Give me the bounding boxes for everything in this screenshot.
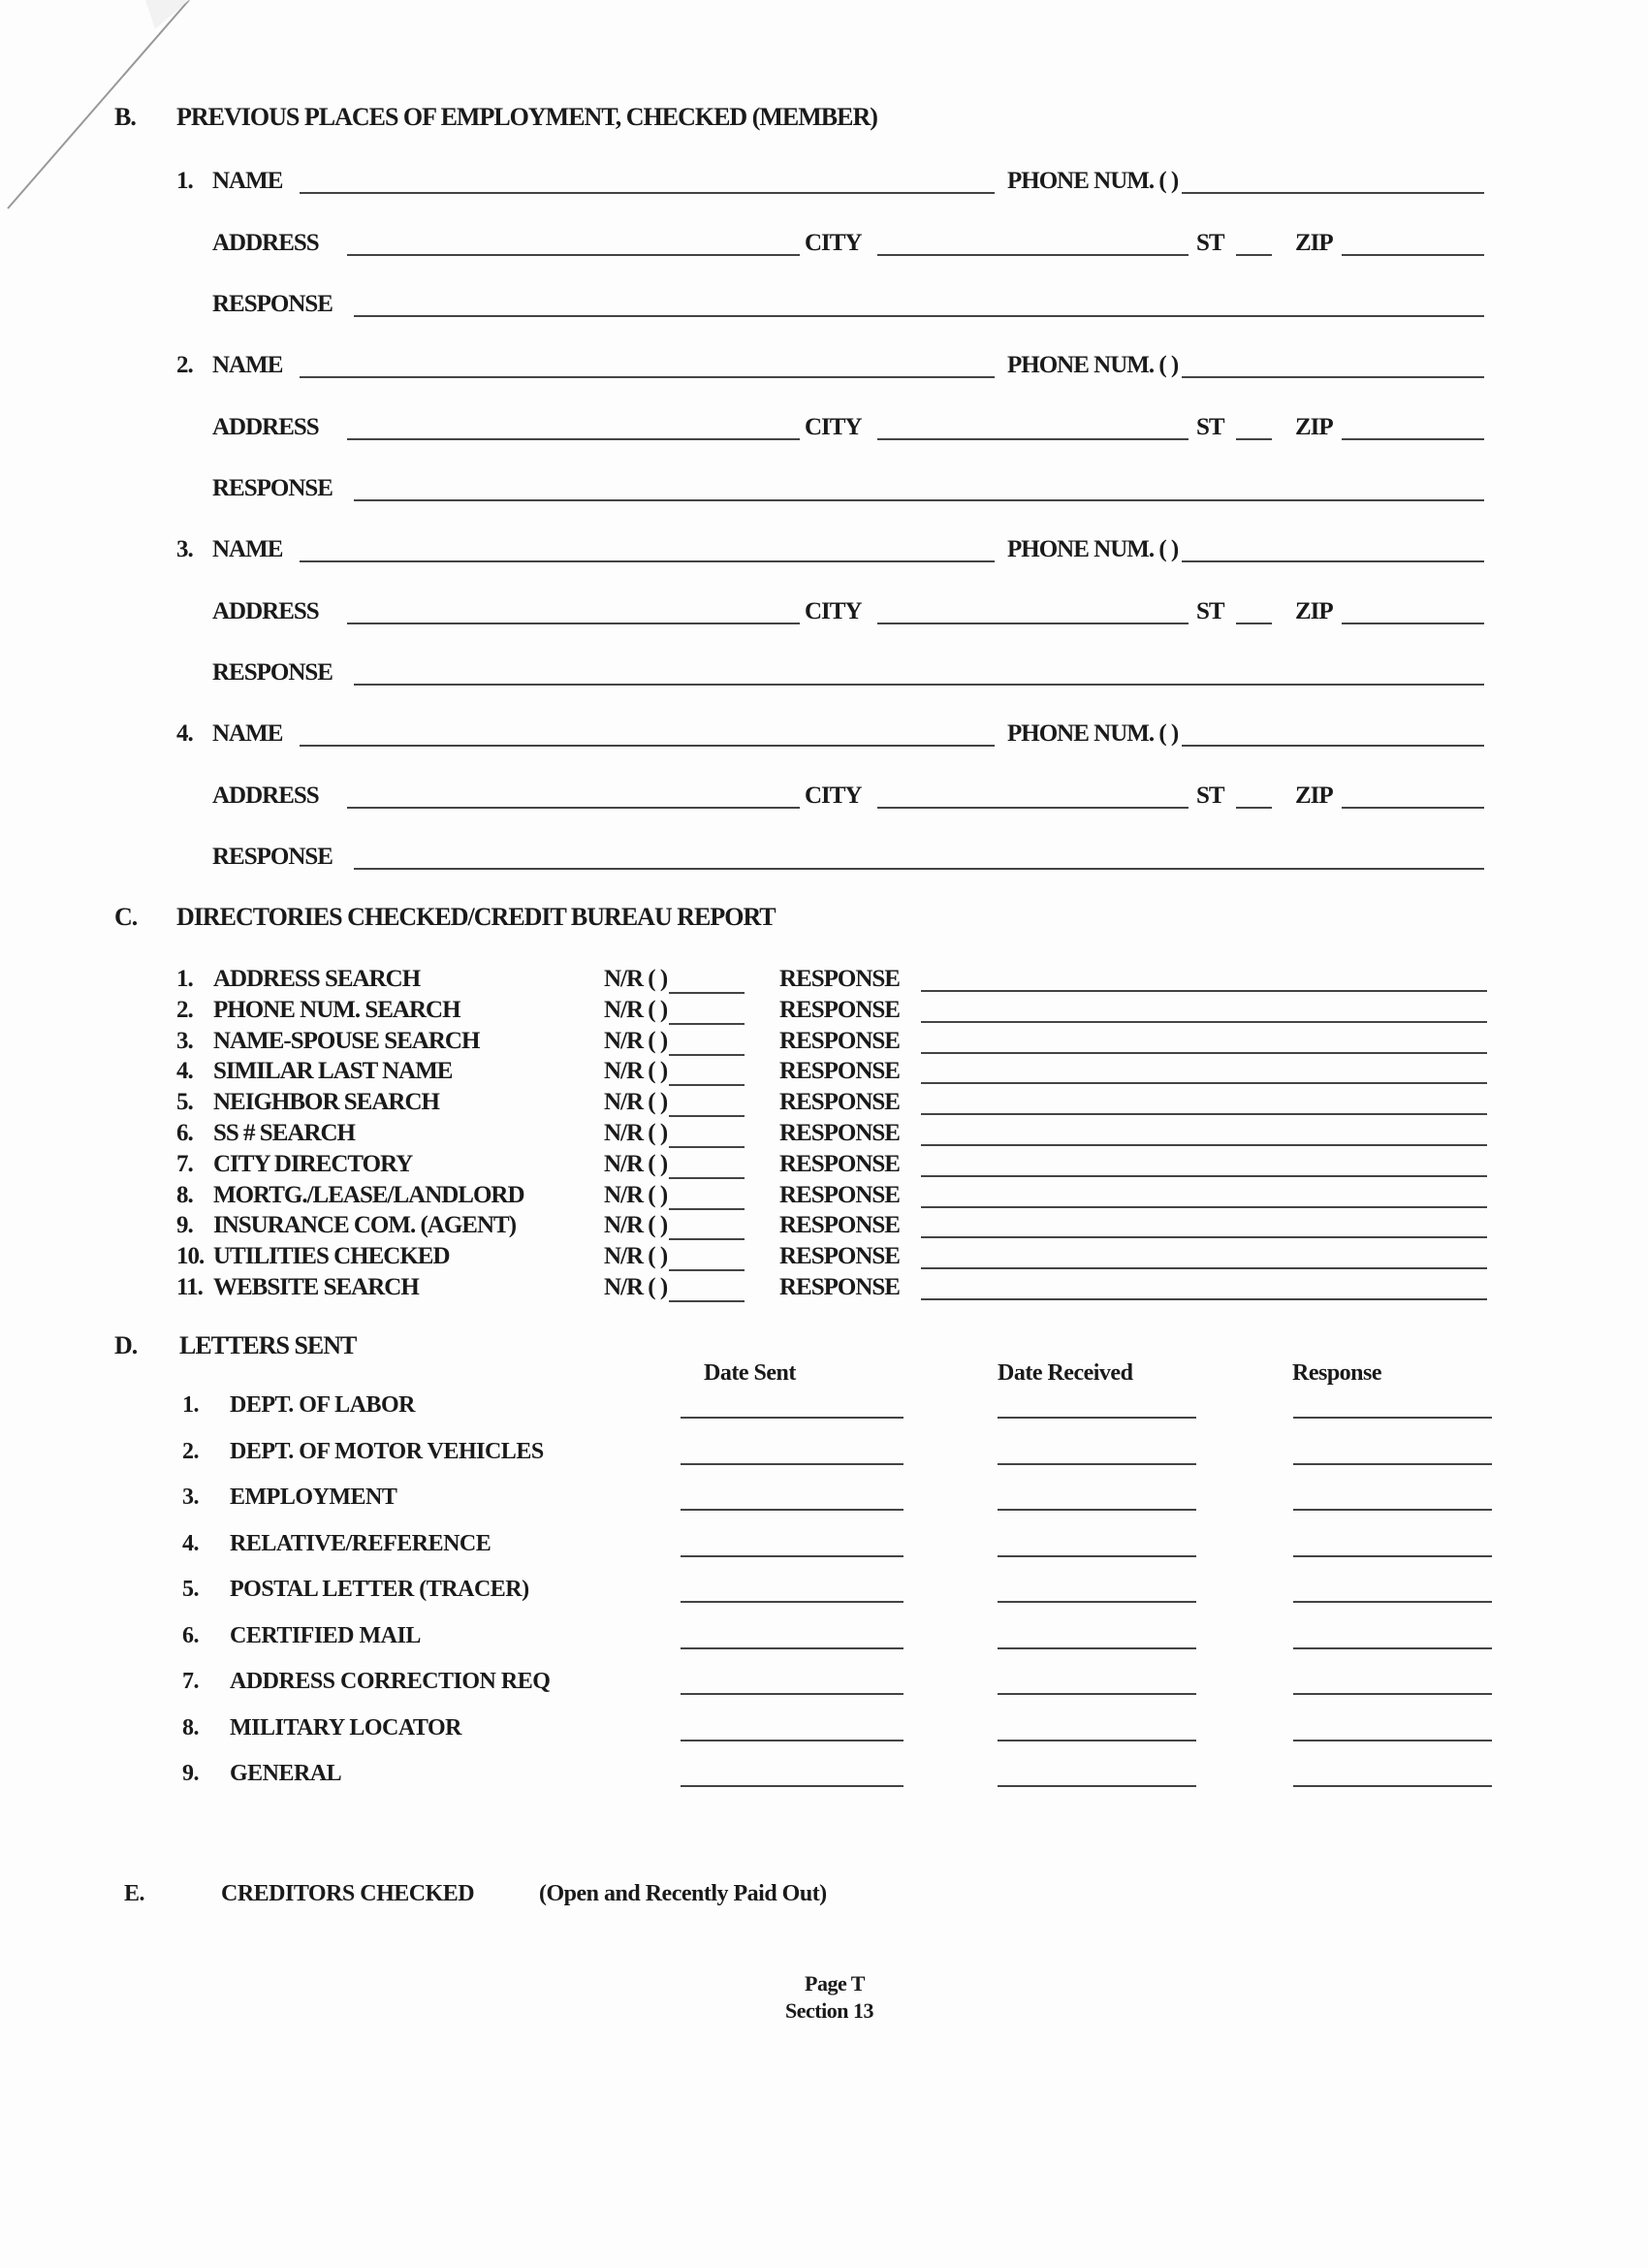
letter-type-label: GENERAL [230, 1761, 342, 1786]
response-label: RESPONSE [212, 844, 333, 870]
nr-checkbox-label: N/R ( ) [604, 996, 668, 1023]
response-field[interactable] [354, 499, 1484, 501]
page-fold-mark [0, 0, 194, 213]
city-label: CITY [805, 783, 862, 809]
response-field[interactable] [1293, 1647, 1492, 1649]
item-number: 2. [182, 1438, 199, 1464]
item-number: 9. [182, 1761, 199, 1786]
date-sent-field[interactable] [681, 1417, 903, 1419]
nr-checkbox-label: N/R ( ) [604, 1243, 668, 1270]
letter-type-label: CERTIFIED MAIL [230, 1622, 421, 1648]
date-sent-field[interactable] [681, 1601, 903, 1603]
letter-type-label: DEPT. OF LABOR [230, 1392, 416, 1418]
date-received-field[interactable] [998, 1463, 1196, 1465]
date-sent-field[interactable] [681, 1693, 903, 1695]
directory-item-label: ADDRESS SEARCH [213, 966, 421, 992]
date-received-field[interactable] [998, 1785, 1196, 1787]
nr-field[interactable] [669, 1208, 745, 1210]
date-sent-field[interactable] [681, 1785, 903, 1787]
response-label: RESPONSE [779, 1150, 900, 1177]
name-field[interactable] [300, 745, 995, 747]
state-field[interactable] [1236, 438, 1272, 440]
name-field[interactable] [300, 376, 995, 378]
section-e-letter: E. [124, 1881, 145, 1906]
item-number: 7. [176, 1150, 193, 1177]
zip-field[interactable] [1342, 623, 1484, 624]
phone-label: PHONE NUM. ( ) [1007, 720, 1179, 747]
zip-label: ZIP [1295, 230, 1333, 256]
column-header: Date Sent [704, 1360, 796, 1386]
response-field[interactable] [921, 1236, 1487, 1238]
response-field[interactable] [921, 1267, 1487, 1269]
response-field[interactable] [921, 990, 1487, 992]
response-label: RESPONSE [779, 1058, 900, 1085]
directory-item-label: UTILITIES CHECKED [213, 1243, 450, 1270]
date-received-field[interactable] [998, 1417, 1196, 1419]
state-field[interactable] [1236, 807, 1272, 809]
phone-field[interactable] [1182, 745, 1484, 747]
section-number: Section 13 [785, 1998, 873, 2023]
nr-checkbox-label: N/R ( ) [604, 1027, 668, 1054]
response-field[interactable] [921, 1113, 1487, 1115]
address-label: ADDRESS [212, 783, 319, 809]
name-label: NAME [212, 168, 283, 194]
city-label: CITY [805, 230, 862, 256]
response-field[interactable] [1293, 1740, 1492, 1741]
letter-type-label: ADDRESS CORRECTION REQ [230, 1669, 551, 1694]
date-sent-field[interactable] [681, 1555, 903, 1557]
item-number: 3. [176, 1027, 193, 1054]
nr-checkbox-label: N/R ( ) [604, 1181, 668, 1208]
phone-label: PHONE NUM. ( ) [1007, 352, 1179, 378]
date-received-field[interactable] [998, 1647, 1196, 1649]
item-number: 2. [176, 996, 193, 1023]
response-label: RESPONSE [779, 1027, 900, 1054]
directory-item-label: WEBSITE SEARCH [213, 1274, 419, 1300]
zip-label: ZIP [1295, 783, 1333, 809]
section-e-title: CREDITORS CHECKED [221, 1881, 475, 1906]
state-field[interactable] [1236, 623, 1272, 624]
phone-field[interactable] [1182, 376, 1484, 378]
letter-type-label: EMPLOYMENT [230, 1485, 397, 1510]
response-label: RESPONSE [212, 659, 333, 686]
address-label: ADDRESS [212, 598, 319, 624]
nr-field[interactable] [669, 1084, 745, 1086]
directory-item-label: NAME-SPOUSE SEARCH [213, 1027, 480, 1054]
date-sent-field[interactable] [681, 1509, 903, 1511]
zip-field[interactable] [1342, 807, 1484, 809]
letter-type-label: DEPT. OF MOTOR VEHICLES [230, 1438, 544, 1464]
response-field[interactable] [1293, 1417, 1492, 1419]
date-received-field[interactable] [998, 1693, 1196, 1695]
directory-item-label: CITY DIRECTORY [213, 1150, 413, 1177]
phone-label: PHONE NUM. ( ) [1007, 168, 1179, 194]
directory-item-label: PHONE NUM. SEARCH [213, 996, 460, 1023]
response-field[interactable] [921, 1206, 1487, 1208]
state-label: ST [1196, 783, 1224, 809]
response-field[interactable] [921, 1021, 1487, 1023]
item-number: 5. [176, 1089, 193, 1116]
directory-item-label: NEIGHBOR SEARCH [213, 1089, 439, 1116]
response-field[interactable] [1293, 1509, 1492, 1511]
entry-number: 2. [176, 352, 193, 378]
phone-label: PHONE NUM. ( ) [1007, 536, 1179, 562]
zip-field[interactable] [1342, 254, 1484, 256]
item-number: 8. [182, 1714, 199, 1741]
item-number: 9. [176, 1212, 193, 1239]
response-label: RESPONSE [779, 1089, 900, 1116]
item-number: 6. [176, 1120, 193, 1146]
item-number: 11. [176, 1274, 203, 1300]
item-number: 8. [176, 1181, 193, 1208]
column-header: Response [1292, 1360, 1382, 1386]
section-b-title: PREVIOUS PLACES OF EMPLOYMENT, CHECKED (MEMBER) [176, 103, 877, 131]
response-field[interactable] [921, 1052, 1487, 1054]
page-number: Page T [805, 1971, 865, 1996]
nr-field[interactable] [669, 1300, 745, 1302]
item-number: 7. [182, 1669, 199, 1694]
zip-label: ZIP [1295, 598, 1333, 624]
response-label: RESPONSE [779, 1120, 900, 1146]
name-field[interactable] [300, 560, 995, 562]
response-field[interactable] [1293, 1693, 1492, 1695]
response-label: RESPONSE [779, 1181, 900, 1208]
nr-field[interactable] [669, 1054, 745, 1056]
directory-item-label: SIMILAR LAST NAME [213, 1058, 453, 1085]
response-field[interactable] [1293, 1555, 1492, 1557]
letter-type-label: RELATIVE/REFERENCE [230, 1530, 491, 1556]
response-field[interactable] [921, 1144, 1487, 1146]
name-label: NAME [212, 536, 283, 562]
item-number: 6. [182, 1622, 199, 1648]
city-label: CITY [805, 414, 862, 440]
address-label: ADDRESS [212, 414, 319, 440]
column-header: Date Received [998, 1360, 1133, 1386]
date-sent-field[interactable] [681, 1463, 903, 1465]
item-number: 10. [176, 1243, 205, 1270]
item-number: 1. [182, 1392, 199, 1418]
phone-field[interactable] [1182, 560, 1484, 562]
entry-number: 4. [176, 720, 193, 747]
response-field[interactable] [354, 315, 1484, 317]
response-field[interactable] [1293, 1601, 1492, 1603]
response-label: RESPONSE [779, 1274, 900, 1300]
response-field[interactable] [354, 868, 1484, 870]
nr-field[interactable] [669, 1115, 745, 1117]
nr-checkbox-label: N/R ( ) [604, 1212, 668, 1239]
entry-number: 3. [176, 536, 193, 562]
nr-field[interactable] [669, 1238, 745, 1240]
section-c-letter: C. [114, 903, 138, 931]
city-field[interactable] [877, 254, 1188, 256]
nr-checkbox-label: N/R ( ) [604, 1089, 668, 1116]
letter-type-label: POSTAL LETTER (TRACER) [230, 1577, 529, 1602]
nr-checkbox-label: N/R ( ) [604, 1120, 668, 1146]
response-label: RESPONSE [212, 475, 333, 501]
response-field[interactable] [921, 1298, 1487, 1300]
nr-checkbox-label: N/R ( ) [604, 966, 668, 992]
item-number: 4. [176, 1058, 193, 1085]
address-label: ADDRESS [212, 230, 319, 256]
state-label: ST [1196, 598, 1224, 624]
item-number: 4. [182, 1530, 199, 1556]
state-label: ST [1196, 414, 1224, 440]
name-label: NAME [212, 720, 283, 747]
date-received-field[interactable] [998, 1555, 1196, 1557]
section-e-subtitle: (Open and Recently Paid Out) [539, 1881, 827, 1906]
address-field[interactable] [347, 254, 800, 256]
date-received-field[interactable] [998, 1740, 1196, 1741]
name-label: NAME [212, 352, 283, 378]
section-b-letter: B. [114, 103, 136, 131]
date-received-field[interactable] [998, 1601, 1196, 1603]
nr-checkbox-label: N/R ( ) [604, 1274, 668, 1300]
directory-item-label: INSURANCE COM. (AGENT) [213, 1212, 517, 1239]
zip-label: ZIP [1295, 414, 1333, 440]
state-field[interactable] [1236, 254, 1272, 256]
date-received-field[interactable] [998, 1509, 1196, 1511]
date-sent-field[interactable] [681, 1647, 903, 1649]
response-label: RESPONSE [779, 1212, 900, 1239]
zip-field[interactable] [1342, 438, 1484, 440]
response-field[interactable] [921, 1082, 1487, 1084]
nr-field[interactable] [669, 1269, 745, 1271]
directory-item-label: SS # SEARCH [213, 1120, 355, 1146]
response-field[interactable] [1293, 1785, 1492, 1787]
letter-type-label: MILITARY LOCATOR [230, 1714, 461, 1741]
response-label: RESPONSE [212, 291, 333, 317]
state-label: ST [1196, 230, 1224, 256]
city-label: CITY [805, 598, 862, 624]
item-number: 1. [176, 966, 193, 992]
name-field[interactable] [300, 192, 995, 194]
section-d-title: LETTERS SENT [179, 1331, 357, 1359]
nr-field[interactable] [669, 1177, 745, 1179]
nr-field[interactable] [669, 1023, 745, 1025]
nr-field[interactable] [669, 1146, 745, 1148]
address-field[interactable] [347, 807, 800, 809]
item-number: 3. [182, 1485, 199, 1510]
response-field[interactable] [1293, 1463, 1492, 1465]
directory-item-label: MORTG./LEASE/LANDLORD [213, 1181, 524, 1208]
response-label: RESPONSE [779, 1243, 900, 1270]
nr-field[interactable] [669, 992, 745, 994]
nr-checkbox-label: N/R ( ) [604, 1150, 668, 1177]
section-d-letter: D. [114, 1331, 138, 1359]
address-field[interactable] [347, 438, 800, 440]
city-field[interactable] [877, 807, 1188, 809]
response-field[interactable] [354, 684, 1484, 686]
section-c-title: DIRECTORIES CHECKED/CREDIT BUREAU REPORT [176, 903, 776, 931]
item-number: 5. [182, 1577, 199, 1602]
response-label: RESPONSE [779, 996, 900, 1023]
city-field[interactable] [877, 438, 1188, 440]
entry-number: 1. [176, 168, 193, 194]
city-field[interactable] [877, 623, 1188, 624]
date-sent-field[interactable] [681, 1740, 903, 1741]
nr-checkbox-label: N/R ( ) [604, 1058, 668, 1085]
response-label: RESPONSE [779, 966, 900, 992]
response-field[interactable] [921, 1175, 1487, 1177]
phone-field[interactable] [1182, 192, 1484, 194]
address-field[interactable] [347, 623, 800, 624]
